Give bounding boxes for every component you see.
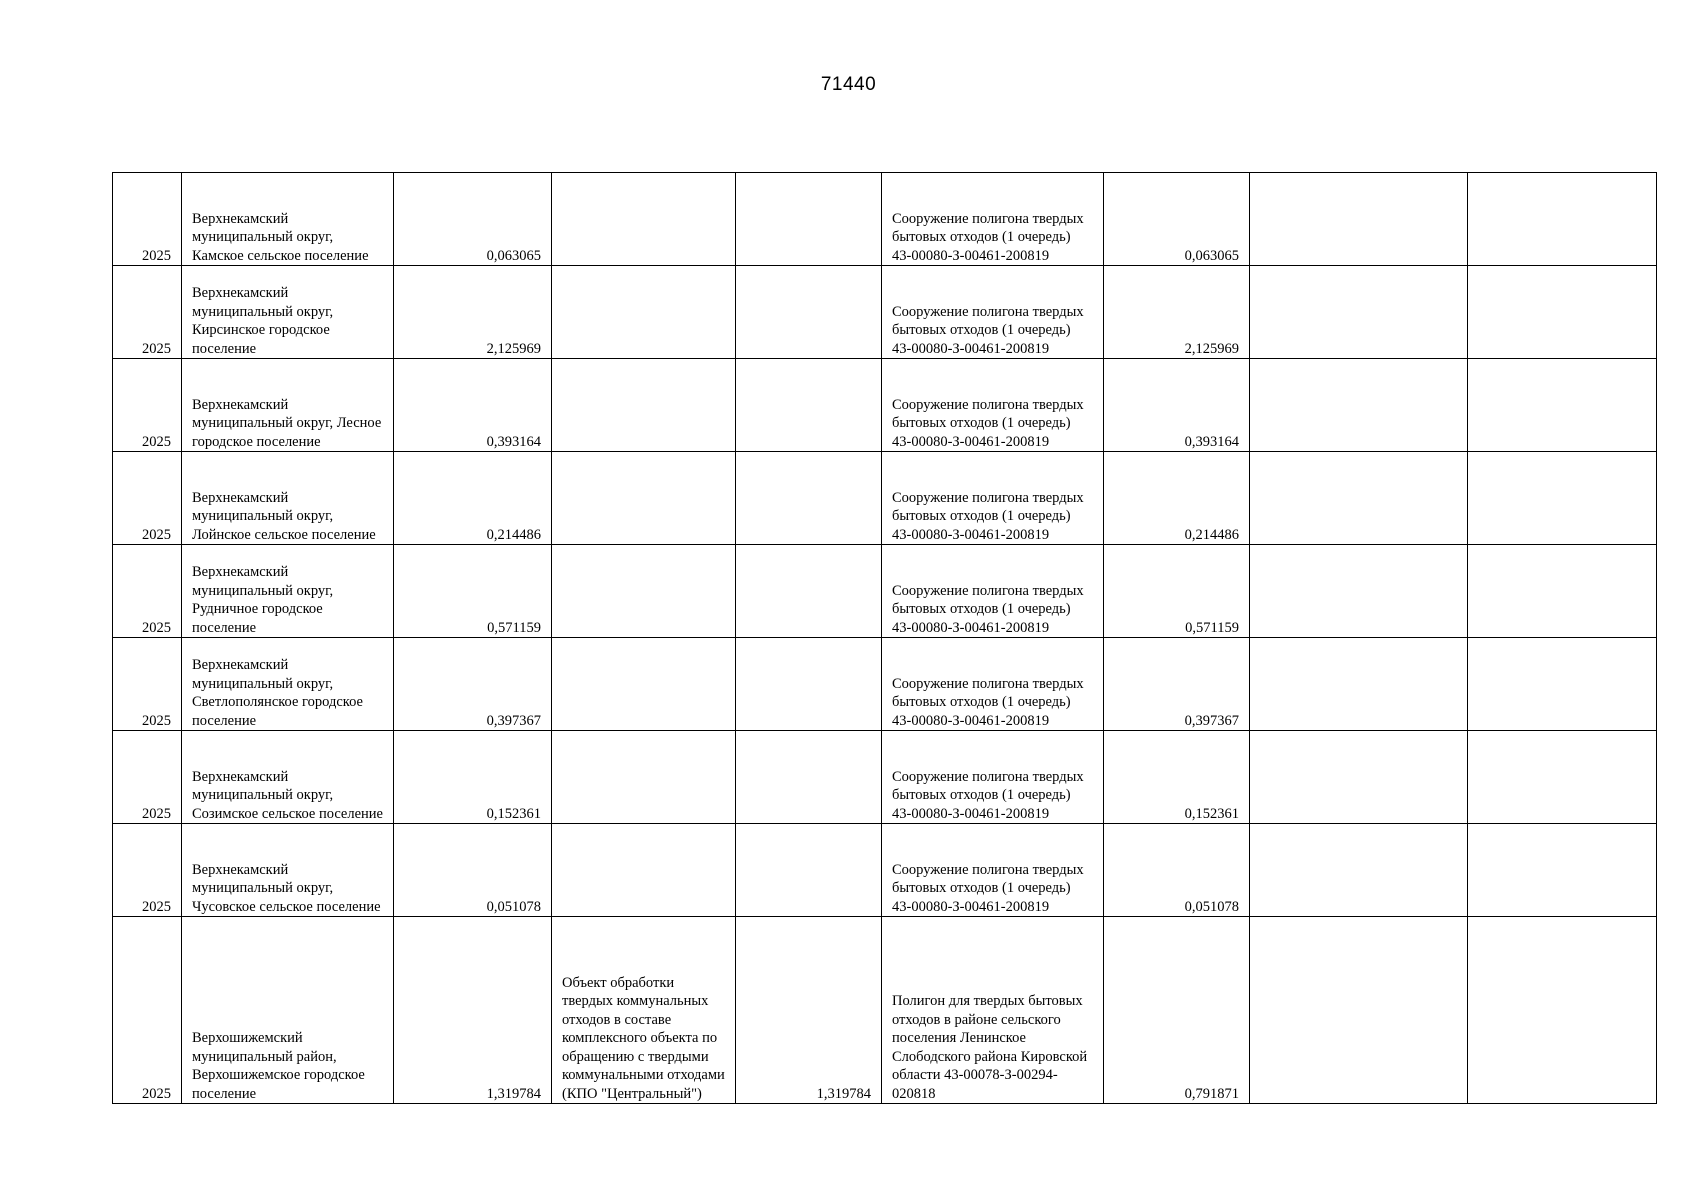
empty-cell xyxy=(1250,917,1468,1104)
disposal-object-cell: Сооружение полигона твердых бытовых отходов (1 очередь) 43-00080-З-00461-200819 xyxy=(882,731,1104,824)
territory-cell: Верхнекамский муниципальный округ, Рудничное городское поселение xyxy=(182,545,394,638)
territory-cell: Верхнекамский муниципальный округ, Камское сельское поселение xyxy=(182,173,394,266)
processing-object-cell xyxy=(552,638,736,731)
processing-object-cell xyxy=(552,545,736,638)
year-cell: 2025 xyxy=(113,452,182,545)
table-row xyxy=(113,359,1657,452)
empty-cell xyxy=(1468,917,1657,1104)
year-cell: 2025 xyxy=(113,917,182,1104)
territory-cell: Верхнекамский муниципальный округ, Чусовское сельское поселение xyxy=(182,824,394,917)
volume-cell: 0,393164 xyxy=(394,359,552,452)
waste-flow-table xyxy=(112,172,1657,1104)
empty-cell xyxy=(1468,266,1657,359)
processing-object-cell xyxy=(552,266,736,359)
table-row xyxy=(113,266,1657,359)
disposal-volume-cell: 0,571159 xyxy=(1104,545,1250,638)
disposal-volume-cell: 0,393164 xyxy=(1104,359,1250,452)
table-row xyxy=(113,452,1657,545)
disposal-volume-cell: 0,791871 xyxy=(1104,917,1250,1104)
territory-cell: Верхнекамский муниципальный округ, Созимское сельское поселение xyxy=(182,731,394,824)
territory-cell: Верхнекамский муниципальный округ, Лесное городское поселение xyxy=(182,359,394,452)
processing-object-cell xyxy=(552,359,736,452)
processing-volume-cell xyxy=(736,545,882,638)
empty-cell xyxy=(1250,266,1468,359)
processing-object-cell xyxy=(552,452,736,545)
processing-object-cell: Объект обработки твердых коммунальных отходов в составе комплексного объекта по обращению с твердыми коммунальными отходами (КПО "Центральный") xyxy=(552,917,736,1104)
year-cell: 2025 xyxy=(113,731,182,824)
table-row xyxy=(113,917,1657,1104)
year-cell: 2025 xyxy=(113,173,182,266)
year-cell: 2025 xyxy=(113,545,182,638)
volume-cell: 0,397367 xyxy=(394,638,552,731)
processing-volume-cell xyxy=(736,824,882,917)
disposal-object-cell: Сооружение полигона твердых бытовых отходов (1 очередь) 43-00080-З-00461-200819 xyxy=(882,173,1104,266)
table-row xyxy=(113,173,1657,266)
disposal-volume-cell: 2,125969 xyxy=(1104,266,1250,359)
processing-volume-cell xyxy=(736,359,882,452)
table-row xyxy=(113,824,1657,917)
year-cell: 2025 xyxy=(113,266,182,359)
page-number: 71440 xyxy=(820,74,877,95)
empty-cell xyxy=(1250,824,1468,917)
volume-cell: 0,051078 xyxy=(394,824,552,917)
year-cell: 2025 xyxy=(113,824,182,917)
table-row xyxy=(113,731,1657,824)
empty-cell xyxy=(1250,731,1468,824)
empty-cell xyxy=(1468,824,1657,917)
processing-volume-cell xyxy=(736,452,882,545)
processing-volume-cell: 1,319784 xyxy=(736,917,882,1104)
empty-cell xyxy=(1468,452,1657,545)
volume-cell: 2,125969 xyxy=(394,266,552,359)
volume-cell: 0,214486 xyxy=(394,452,552,545)
processing-object-cell xyxy=(552,824,736,917)
empty-cell xyxy=(1250,545,1468,638)
disposal-object-cell: Сооружение полигона твердых бытовых отходов (1 очередь) 43-00080-З-00461-200819 xyxy=(882,545,1104,638)
processing-volume-cell xyxy=(736,731,882,824)
disposal-volume-cell: 0,152361 xyxy=(1104,731,1250,824)
empty-cell xyxy=(1468,173,1657,266)
disposal-object-cell: Сооружение полигона твердых бытовых отходов (1 очередь) 43-00080-З-00461-200819 xyxy=(882,824,1104,917)
table-body xyxy=(113,173,1657,1104)
processing-volume-cell xyxy=(736,266,882,359)
volume-cell: 0,571159 xyxy=(394,545,552,638)
volume-cell: 0,152361 xyxy=(394,731,552,824)
disposal-object-cell: Сооружение полигона твердых бытовых отходов (1 очередь) 43-00080-З-00461-200819 xyxy=(882,359,1104,452)
disposal-volume-cell: 0,214486 xyxy=(1104,452,1250,545)
table-row xyxy=(113,545,1657,638)
table-row xyxy=(113,638,1657,731)
territory-cell: Верхнекамский муниципальный округ, Лойнское сельское поселение xyxy=(182,452,394,545)
disposal-object-cell: Полигон для твердых бытовых отходов в районе сельского поселения Ленинское Слободского района Кировской области 43-00078-З-00294-020818 xyxy=(882,917,1104,1104)
processing-object-cell xyxy=(552,731,736,824)
empty-cell xyxy=(1250,638,1468,731)
processing-volume-cell xyxy=(736,638,882,731)
disposal-object-cell: Сооружение полигона твердых бытовых отходов (1 очередь) 43-00080-З-00461-200819 xyxy=(882,452,1104,545)
disposal-volume-cell: 0,063065 xyxy=(1104,173,1250,266)
year-cell: 2025 xyxy=(113,359,182,452)
territory-cell: Верхнекамский муниципальный округ, Кирсинское городское поселение xyxy=(182,266,394,359)
empty-cell xyxy=(1250,173,1468,266)
volume-cell: 0,063065 xyxy=(394,173,552,266)
territory-cell: Верхнекамский муниципальный округ, Светлополянское городское поселение xyxy=(182,638,394,731)
disposal-volume-cell: 0,397367 xyxy=(1104,638,1250,731)
processing-volume-cell xyxy=(736,173,882,266)
empty-cell xyxy=(1468,359,1657,452)
territory-cell: Верхошижемский муниципальный район, Верхошижемское городское поселение xyxy=(182,917,394,1104)
disposal-object-cell: Сооружение полигона твердых бытовых отходов (1 очередь) 43-00080-З-00461-200819 xyxy=(882,266,1104,359)
disposal-volume-cell: 0,051078 xyxy=(1104,824,1250,917)
disposal-object-cell: Сооружение полигона твердых бытовых отходов (1 очередь) 43-00080-З-00461-200819 xyxy=(882,638,1104,731)
empty-cell xyxy=(1468,545,1657,638)
empty-cell xyxy=(1468,638,1657,731)
volume-cell: 1,319784 xyxy=(394,917,552,1104)
empty-cell xyxy=(1250,452,1468,545)
empty-cell xyxy=(1468,731,1657,824)
processing-object-cell xyxy=(552,173,736,266)
year-cell: 2025 xyxy=(113,638,182,731)
empty-cell xyxy=(1250,359,1468,452)
